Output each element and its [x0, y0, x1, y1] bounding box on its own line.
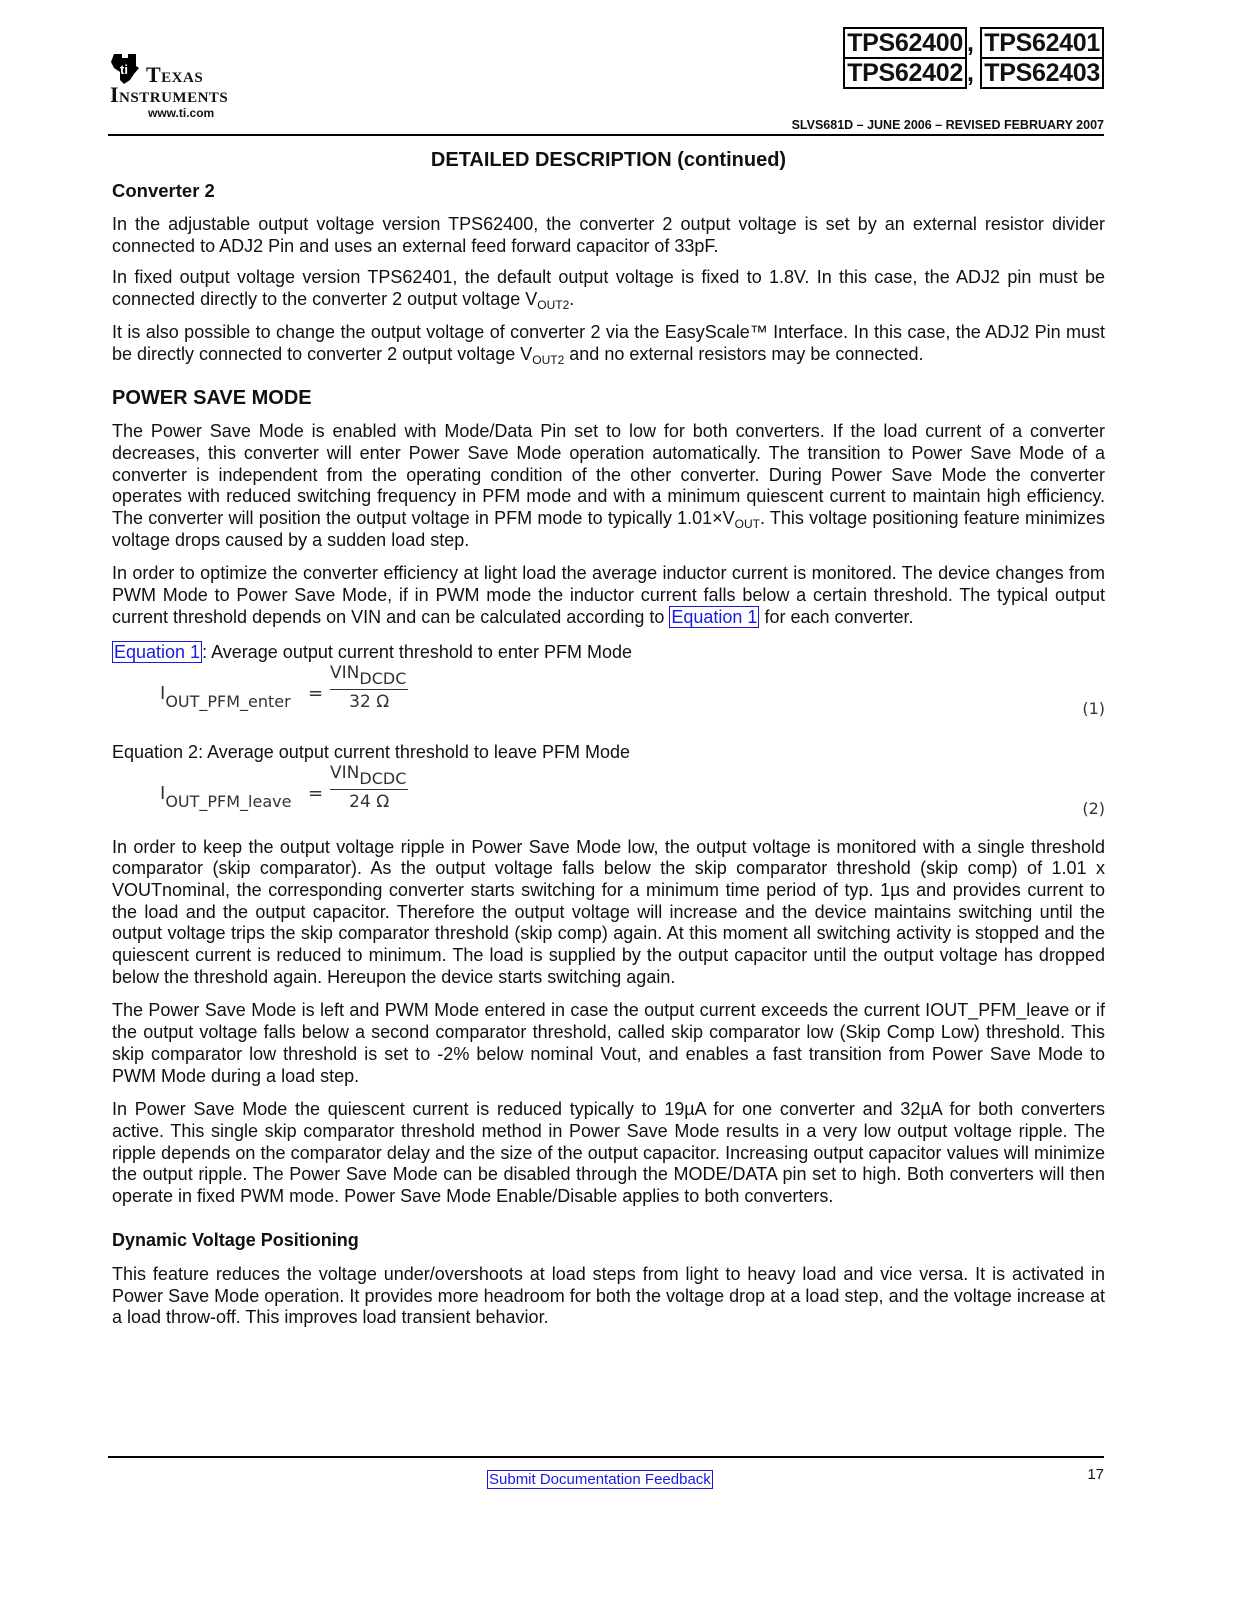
ti-logo [108, 52, 268, 122]
equation-1-number: (1) [1082, 698, 1105, 718]
section-title: DETAILED DESCRIPTION (continued) [430, 149, 787, 171]
part-link-tps62400[interactable]: TPS62400 [843, 27, 967, 59]
power-save-paragraph-4: The Power Save Mode is left and PWM Mode entered in case the output current exceeds the current IOUT_PFM_leave or if the output voltage falls below a second comparator threshold, called skip comparator low (Skip Comp Low) threshold. This skip comparator low threshold is set to -2% below nominal Vout, and enables a fast transition from Power Save Mode to PWM Mode during a load step. [112, 1000, 1105, 1086]
equation-2-lhs: IOUT_PFM_leave [160, 782, 292, 811]
equation-2-label: Equation 2: Average output current threshold to leave PFM Mode [112, 741, 630, 762]
power-save-paragraph-2: In order to optimize the converter efficiency at light load the average inductor current is monitored. The device changes from PWM Mode to Power Save Mode, if in PWM mode the inductor current falls below a certain threshold. The typical output current threshold depends on VIN and can be calculated according to Equation 1 for each converter. [112, 563, 1105, 627]
converter2-paragraph-1: In the adjustable output voltage version TPS62400, the converter 2 output voltage is set by an external resistor divider connected to ADJ2 Pin and uses an external feed forward capacitor of 33pF. [112, 214, 1105, 256]
equation-1-fraction: VINDCDC 32 Ω [330, 662, 407, 712]
converter2-heading: Converter 2 [112, 180, 215, 201]
equation-2-number: (2) [1082, 798, 1105, 818]
dvp-paragraph-1: This feature reduces the voltage under/overshoots at load steps from light to heavy load and vice versa. It is activated in Power Save Mode operation. It provides more headroom for both the voltage drop at a load step, and the voltage increase at a load throw-off. This improves load transient behavior. [112, 1263, 1105, 1328]
converter2-paragraph-2: In fixed output voltage version TPS62401, the default output voltage is fixed to 1.8V. In this case, the ADJ2 pin must be connected directly to the converter 2 output voltage $V_{OUT2}$. [112, 267, 1105, 313]
page-content [112, 146, 1105, 1329]
equation-1-label: Equation 1 : Average output current threshold to enter PFM Mode [114, 641, 632, 662]
part-link-tps62402[interactable]: TPS62402 [843, 57, 967, 89]
submit-feedback-link[interactable]: Submit Documentation Feedback [489, 1471, 711, 1488]
equation-1 [112, 663, 1105, 731]
power-save-heading: POWER SAVE MODE [112, 387, 312, 410]
equation-2-fraction: VINDCDC 24 Ω [330, 762, 407, 812]
power-save-paragraph-1: The Power Save Mode is enabled with Mode/Data Pin set to low for both converters. If the load current of a converter decreases, this converter will enter Power Save Mode operation automatically. The transition to Power Save Mode of a converter is independent from the operating condition of the other converter. During Power Save Mode the converter operates with reduced switching frequency in PFM mode and with a minimum quiescent current to maintain high efficiency. The converter will position the output voltage in PFM mode to typically $1.01\times V_{OUT}$. This voltage positioning feature minimizes voltage drops caused by a sudden load step. [112, 421, 1105, 550]
footer-divider [108, 1456, 1104, 1458]
header-divider [108, 134, 1104, 136]
svg-text:ti: ti [120, 62, 128, 77]
equation-1-equals: = [308, 682, 324, 704]
dvp-heading: Dynamic Voltage Positioning [112, 1229, 359, 1250]
power-save-paragraph-5: In Power Save Mode the quiescent current is reduced typically to 19µA for one converter and 32µA for both converters active. This single skip comparator threshold method in Power Save Mode results in a very low output voltage ripple. The ripple depends on the comparator delay and the size of the output capacitor. Increasing output capacitor values will minimize the output ripple. The Power Save Mode can be disabled through the MODE/DATA pin set to high. Both converters will then operate in fixed PWM mode. Power Save Mode Enable/Disable applies to both converters. [112, 1099, 1105, 1207]
logo-line1: Texas [146, 62, 204, 87]
equation-1-label-link[interactable]: Equation 1 [114, 641, 201, 662]
equation-2-equals: = [308, 782, 324, 804]
part-link-tps62401[interactable]: TPS62401 [980, 27, 1104, 59]
page-number: 17 [1087, 1466, 1104, 1483]
equation-1-link[interactable]: Equation 1 [671, 606, 758, 627]
converter2-paragraph-3: It is also possible to change the output voltage of converter 2 via the EasyScale™ Interface. In this case, the ADJ2 Pin must be directly connected to converter 2 output voltage $V_{OUT2}$ and no external resistors may be connected. [112, 321, 1105, 367]
part-link-tps62403[interactable]: TPS62403 [980, 57, 1104, 89]
equation-1-lhs: IOUT_PFM_enter [160, 682, 291, 711]
logo-url[interactable]: www.ti.com [148, 106, 215, 120]
ti-logo-icon [108, 52, 142, 86]
equation-2 [112, 763, 1105, 831]
logo-line2: Instruments [110, 82, 229, 107]
document-id: SLVS681D – JUNE 2006 – REVISED FEBRUARY 2007 [791, 118, 1104, 132]
part-numbers: TPS62400 , TPS62401 TPS62402 , TPS62403 [843, 28, 1104, 88]
power-save-paragraph-3: In order to keep the output voltage ripple in Power Save Mode low, the output voltage is monitored with a single threshold comparator (skip comparator). As the output voltage falls below the skip comparator threshold (skip comp) of 1.01 x VOUTnominal, the corresponding converter starts switching for a minimum time period of typ. 1µs and provides current to the load and the output capacitor. Therefore the output voltage will increase and the device maintains switching until the output voltage trips the skip comparator threshold (skip comp) again. At this moment all switching activity is stopped and the quiescent current is reduced to minimum. The load is supplied by the output capacitor until the output voltage has dropped below the threshold again. Hereupon the device starts switching again. [112, 836, 1105, 987]
